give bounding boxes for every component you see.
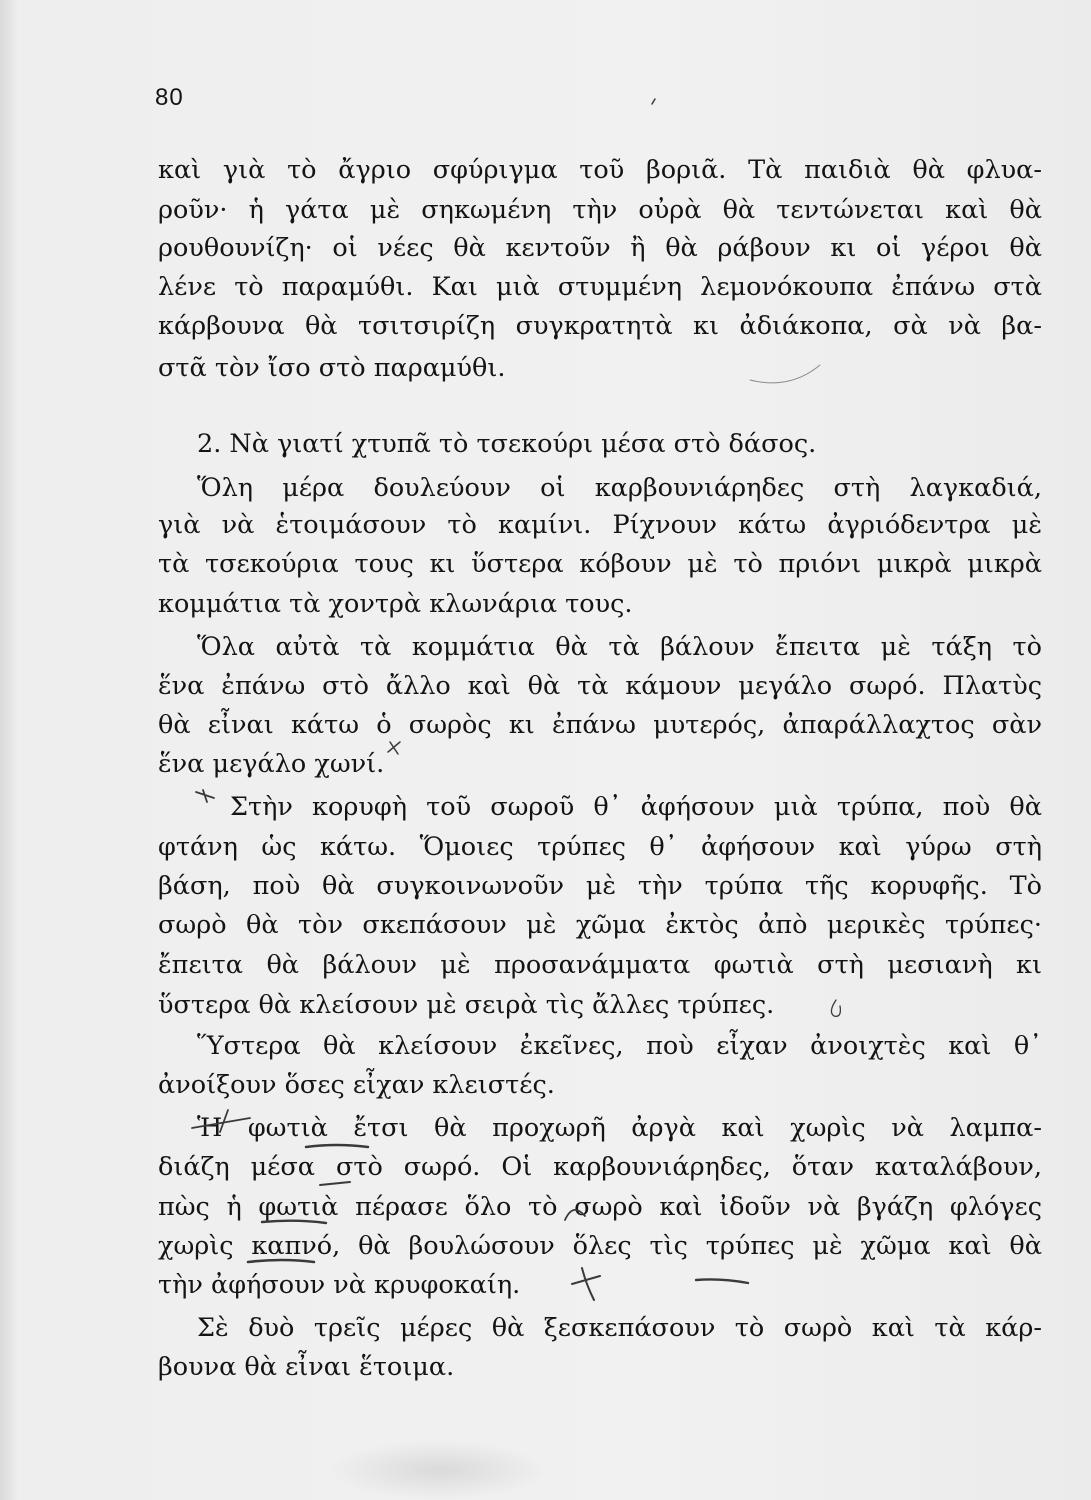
page-smudge xyxy=(330,1440,550,1500)
pencil-dash-mark xyxy=(696,1279,748,1283)
text-line: βουνα θὰ εἶναι ἕτοιμα. xyxy=(158,1352,455,1382)
text-line: καὶ γιὰ τὸ ἄγριο σφύριγμα τοῦ βοριᾶ. Τὰ παιδιὰ θὰ φλυα- xyxy=(158,155,1042,185)
section-heading: 2. Νὰ γιατί χτυπᾶ τὸ τσεκούρι μέσα στὸ δάσος. xyxy=(197,429,817,459)
text-line: ἔπειτα θὰ βάλουν μὲ προσανάμματα φωτιὰ στὴ μεσιανὴ κι xyxy=(158,950,1042,980)
text-line: ὕστερα θὰ κλείσουν μὲ σειρὰ τὶς ἄλλες τρύπες. xyxy=(158,990,775,1020)
text-line: βάση, ποὺ θὰ συγκοινωνοῦν μὲ τὴν τρύπα τῆς κορυφῆς. Τὸ xyxy=(158,871,1042,901)
text-line: σωρὸ θὰ τὸν σκεπάσουν μὲ χῶμα ἐκτὸς ἀπὸ μερικὲς τρύπες· xyxy=(158,910,1042,940)
text-line: γιὰ νὰ ἑτοιμάσουν τὸ καμίνι. Ρίχνουν κάτω ἀγριόδεντρα μὲ xyxy=(158,510,1042,540)
pencil-cross-mark xyxy=(572,1268,600,1300)
text-line: τὴν ἀφήσουν νὰ κρυφοκαίη. xyxy=(158,1270,521,1300)
text-line: κάρβουνα θὰ τσιτσιρίζη συγκρατητὰ κι ἀδιάκοπα, σὰ νὰ βα- xyxy=(158,311,1042,341)
text-line: διάζη μέσα στὸ σωρό. Οἱ καρβουνιάρηδες, ὅταν καταλάβουν, xyxy=(158,1152,1042,1182)
page-number: 80 xyxy=(155,84,184,111)
pencil-tick-mark xyxy=(652,99,655,104)
text-line: πὼς ἡ φωτιὰ πέρασε ὅλο τὸ σωρὸ καὶ ἰδοῦν νὰ βγάζη φλόγες xyxy=(158,1192,1042,1222)
text-line: ρουθουνίζη· οἱ νέες θὰ κεντοῦν ἢ θὰ ράβουν κι οἱ γέροι θὰ xyxy=(158,233,1042,263)
text-line: ἀνοίξουν ὅσες εἶχαν κλειστές. xyxy=(158,1070,555,1100)
text-line: φτάνη ὡς κάτω. Ὅμοιες τρύπες θ᾽ ἀφήσουν καὶ γύρω στὴ xyxy=(158,832,1042,862)
text-line: Στὴν κορυφὴ τοῦ σωροῦ θ᾽ ἀφήσουν μιὰ τρύπα, ποὺ θὰ xyxy=(230,792,1042,822)
text-line: Ὅλη μέρα δουλεύουν οἱ καρβουνιάρηδες στὴ λαγκαδιά, xyxy=(197,473,1042,503)
pencil-caret-mark xyxy=(750,365,820,383)
pencil-check-mark xyxy=(831,1000,840,1016)
text-line: κομμάτια τὰ χοντρὰ κλωνάρια τους. xyxy=(158,589,633,619)
text-line: Ὕστερα θὰ κλείσουν ἐκεῖνες, ποὺ εἶχαν ἀνοιχτὲς καὶ θ᾽ xyxy=(197,1031,1042,1061)
text-line: στᾶ τὸν ἴσο στὸ παραμύθι. xyxy=(158,353,506,383)
text-line: λένε τὸ παραμύθι. Και μιὰ στυμμένη λεμονόκουπα ἐπάνω στὰ xyxy=(158,272,1042,302)
text-line: χωρὶς καπνό, θὰ βουλώσουν ὅλες τὶς τρύπες μὲ χῶμα καὶ θὰ xyxy=(158,1231,1042,1261)
pencil-arrow-mark xyxy=(196,790,214,802)
text-line: θὰ εἶναι κάτω ὁ σωρὸς κι ἐπάνω μυτερός, ἀπαράλλαχτος σὰν xyxy=(158,710,1042,740)
text-line: ροῦν· ἡ γάτα μὲ σηκωμένη τὴν οὐρὰ θὰ τεντώνεται καὶ θὰ xyxy=(158,195,1042,225)
text-line: ἕνα μεγάλο χωνί. xyxy=(158,749,385,779)
text-line: Σὲ δυὸ τρεῖς μέρες θὰ ξεσκεπάσουν τὸ σωρὸ καὶ τὰ κάρ- xyxy=(197,1313,1042,1343)
text-line: τὰ τσεκούρια τους κι ὕστερα κόβουν μὲ τὸ πριόνι μικρὰ μικρὰ xyxy=(158,549,1042,579)
text-line: ἕνα ἐπάνω στὸ ἄλλο καὶ θὰ τὰ κάμουν μεγάλο σωρό. Πλατὺς xyxy=(158,671,1042,701)
text-line: Ὅλα αὐτὰ τὰ κομμάτια θὰ τὰ βάλουν ἔπειτα μὲ τάξη τὸ xyxy=(197,632,1042,662)
text-line: Ἡ φωτιὰ ἔτσι θὰ προχωρῆ ἀργὰ καὶ χωρὶς νὰ λαμπα- xyxy=(197,1113,1042,1143)
